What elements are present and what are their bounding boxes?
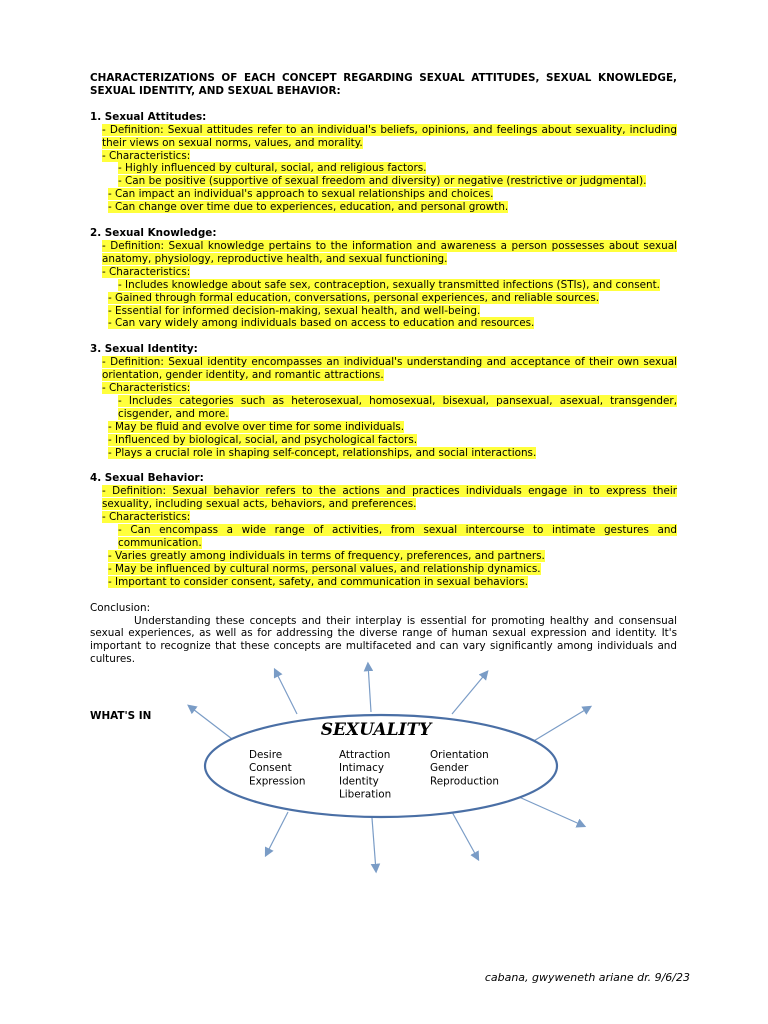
- diagram-arrow: [275, 670, 297, 714]
- highlighted-text: - Plays a crucial role in shaping self-concept, relationships, and social interactions.: [108, 446, 537, 459]
- diagram-term: Attraction: [339, 749, 391, 761]
- conclusion-text: Understanding these concepts and their interplay is essential for promoting healthy and consensual sexual experiences, as well as for addressing the diverse range of human sexual expression and identity. It's important to recognize that these concepts are multifaceted and can vary significantly among individuals and cultures.: [90, 614, 677, 666]
- section-heading: 3. Sexual Identity:: [90, 343, 198, 356]
- whats-in-heading: WHAT'S IN: [90, 710, 152, 722]
- highlighted-text: - Definition: Sexual attitudes refer to an individual's beliefs, opinions, and feelings about sexuality, including their views on sexual norms, values, and morality.: [102, 123, 677, 149]
- highlighted-text: - Essential for informed decision-making, sexual health, and well-being.: [108, 304, 481, 317]
- diagram-arrow: [368, 664, 371, 712]
- highlighted-text: - Definition: Sexual identity encompasses an individual's understanding and acceptance of their own sexual orientation, gender identity, and romantic attractions.: [102, 356, 677, 382]
- highlighted-text: - Gained through formal education, conversations, personal experiences, and reliable sources.: [108, 291, 600, 304]
- document-title: CHARACTERIZATIONS OF EACH CONCEPT REGARDING SEXUAL ATTITUDES, SEXUAL KNOWLEDGE, SEXUAL IDENTITY, AND SEXUAL BEHAVIOR:: [90, 72, 677, 97]
- diagram-term: Gender: [430, 762, 469, 775]
- highlighted-text: - Important to consider consent, safety, and communication in sexual behaviors.: [108, 575, 529, 588]
- highlighted-text: - Includes categories such as heterosexual, homosexual, bisexual, pansexual, asexual, transgender, cisgender, and more.: [118, 394, 677, 420]
- highlighted-text: - Varies greatly among individuals in terms of frequency, preferences, and partners.: [108, 549, 545, 562]
- highlighted-text: - Characteristics:: [102, 382, 191, 395]
- section-heading: 1. Sexual Attitudes:: [90, 110, 207, 123]
- highlighted-text: - Includes knowledge about safe sex, contraception, sexually transmitted infections (STIs), and consent.: [118, 278, 660, 291]
- highlighted-text: - Can be positive (supportive of sexual freedom and diversity) or negative (restrictive or judgmental).: [118, 175, 647, 188]
- diagram-arrow: [532, 707, 590, 742]
- diagram-term: Reproduction: [430, 775, 499, 788]
- diagram-term: Identity: [339, 775, 379, 788]
- diagram-term: Desire: [249, 749, 283, 761]
- highlighted-text: - Can vary widely among individuals based on access to education and resources.: [108, 317, 535, 330]
- diagram-title: SEXUALITY: [320, 720, 432, 740]
- highlighted-text: - Characteristics:: [102, 149, 191, 162]
- diagram-arrow: [452, 672, 487, 714]
- highlighted-text: - Can encompass a wide range of activities, from sexual intercourse to intimate gestures and communication.: [118, 524, 677, 549]
- highlighted-text: - Can change over time due to experiences, education, and personal growth.: [108, 201, 509, 214]
- highlighted-text: - Influenced by biological, social, and psychological factors.: [108, 433, 418, 446]
- highlighted-text: - May be fluid and evolve over time for some individuals.: [108, 420, 405, 433]
- highlighted-text: - Definition: Sexual knowledge pertains to the information and awareness a person possesses about sexual anatomy, physiology, reproductive health, and sexual functioning.: [102, 239, 677, 265]
- diagram-term: Consent: [249, 762, 292, 775]
- highlighted-text: - Highly influenced by cultural, social, and religious factors.: [118, 162, 427, 175]
- diagram-term: Intimacy: [339, 762, 384, 775]
- highlighted-text: - Can impact an individual's approach to sexual relationships and choices.: [108, 188, 494, 201]
- section-heading: 4. Sexual Behavior:: [90, 472, 204, 485]
- highlighted-text: - May be influenced by cultural norms, personal values, and relationship dynamics.: [108, 562, 541, 575]
- author-signature: cabana, gwyweneth ariane dr. 9/6/23: [484, 971, 690, 984]
- section-heading: 2. Sexual Knowledge:: [90, 227, 217, 240]
- diagram-term: Orientation: [430, 749, 489, 761]
- diagram-term: Liberation: [339, 788, 392, 801]
- diagram-arrow: [189, 706, 236, 742]
- highlighted-text: - Characteristics:: [102, 265, 191, 278]
- highlighted-text: - Characteristics:: [102, 511, 191, 524]
- diagram-arrow: [452, 812, 478, 859]
- highlighted-text: - Definition: Sexual behavior refers to the actions and practices individuals engage in to express their sexuality, including sexual acts, behaviors, and preferences.: [102, 485, 677, 511]
- diagram-arrow: [266, 812, 288, 855]
- conclusion-label: Conclusion:: [90, 601, 151, 614]
- diagram-arrow: [372, 818, 376, 871]
- diagram-term: Expression: [249, 775, 306, 788]
